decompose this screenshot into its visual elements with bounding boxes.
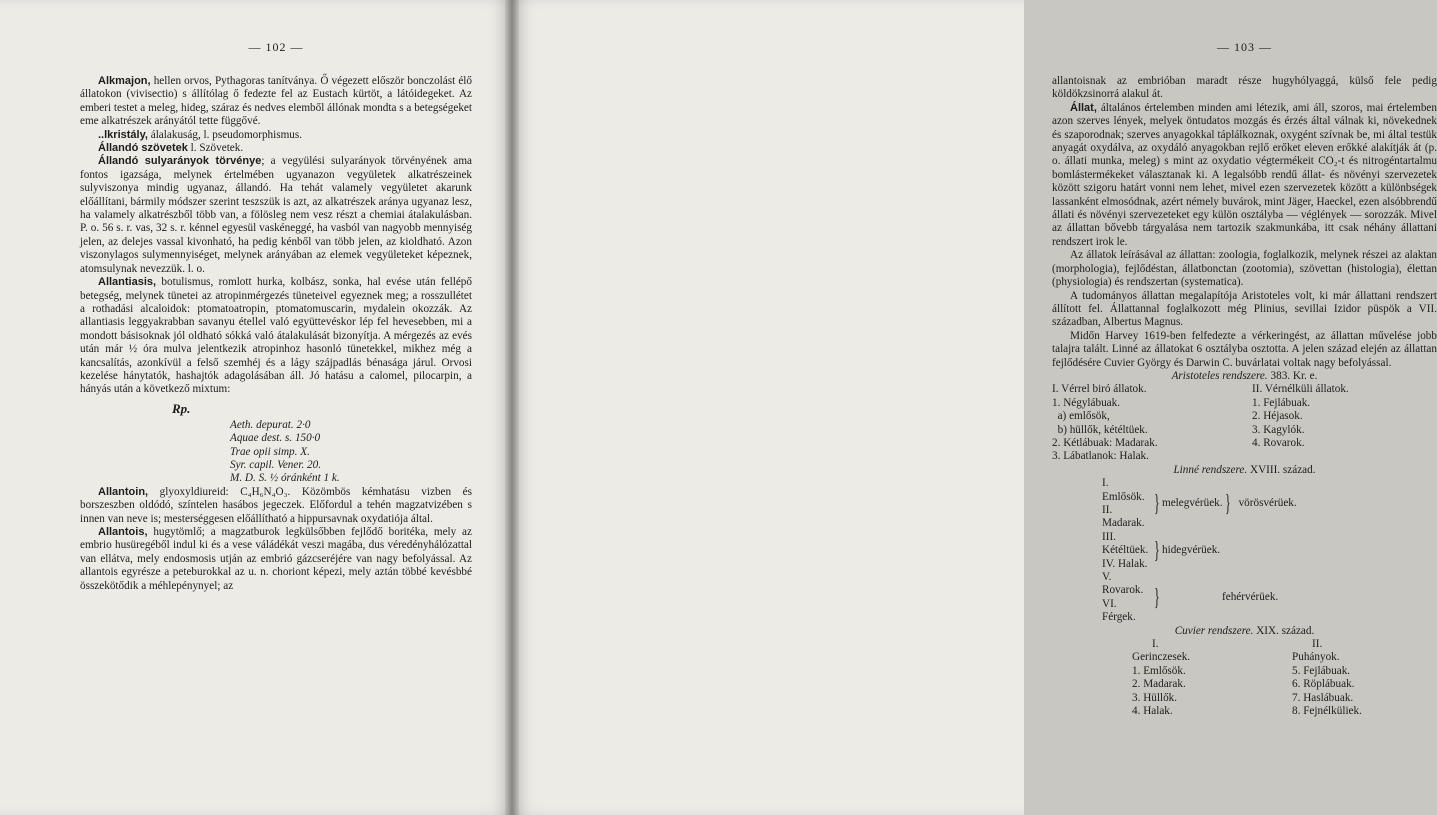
headword: Állandó szövetek bbox=[98, 142, 188, 155]
column-head: I. Vérrel biró állatok. bbox=[1052, 383, 1147, 396]
table-cell: 4. Halak. bbox=[1132, 705, 1173, 718]
dictionary-entry bbox=[80, 486, 472, 526]
table-cell: 3. Lábatlanok: Halak. bbox=[1052, 450, 1149, 463]
table-row bbox=[1052, 450, 1437, 463]
taxon-group bbox=[1102, 571, 1437, 625]
entry-text: glyoxyldiureid: C₄H₆N₄O₃. Közömbös kémhatásu vizben és borszeszben oldódó, színtelen hasábos jegeczek. Előfordul a tehén magzatvizében s innen van neve is; mesterséggesen előállítható a hippursavnak oxydatiója által. bbox=[80, 485, 472, 525]
headword: Allantoin, bbox=[98, 485, 149, 498]
headword: Állandó sulyarányok törvénye bbox=[98, 155, 262, 168]
table-cell: 3. Hüllők. bbox=[1132, 691, 1178, 704]
brace: } bbox=[1154, 537, 1160, 564]
entry-allat bbox=[1052, 102, 1437, 249]
table-cell: 5. Fejlábuak. bbox=[1292, 664, 1351, 677]
entry-text: álalakuság, l. pseudomorphismus. bbox=[147, 128, 303, 141]
table-row bbox=[1132, 692, 1437, 705]
table-cell: a) emlősök, bbox=[1052, 410, 1110, 423]
brace: } bbox=[1154, 584, 1160, 611]
title-suffix: XVIII. század. bbox=[1247, 463, 1316, 476]
table-cell: 1. Emlősök. bbox=[1132, 664, 1186, 677]
title-italic: Linné rendszere. bbox=[1173, 463, 1248, 476]
table-cell: 4. Rovarok. bbox=[1252, 436, 1305, 449]
table-row bbox=[1132, 705, 1437, 718]
book-gutter bbox=[505, 0, 519, 815]
column-head: II. bbox=[1312, 638, 1323, 651]
table-cell: 8. Fejnélküliek. bbox=[1292, 705, 1362, 718]
table-cell: 3. Kagylók. bbox=[1252, 423, 1305, 436]
paragraph: Az állatok leírásával az állattan: zoologia, foglalkozik, melynek részei az alaktan (morphologia), fejlődéstan, állatbonctan (zootomia), szövettan (histologia), élettan (physiologia) és rendszertan (systematica). bbox=[1052, 249, 1437, 289]
dictionary-entry bbox=[80, 526, 472, 593]
table-cell: Gerinczesek. bbox=[1132, 651, 1191, 664]
headword: Allantiasis, bbox=[98, 276, 157, 289]
prescription-line: Aquae dest. s. 150·0 bbox=[230, 432, 321, 445]
taxon-items bbox=[1102, 477, 1152, 531]
headword: Alkmajon, bbox=[98, 75, 151, 87]
title-suffix: XIX. század. bbox=[1253, 624, 1315, 637]
left-page bbox=[0, 0, 512, 815]
title-italic: Cuvier rendszere. bbox=[1174, 624, 1254, 637]
paragraphs bbox=[1052, 249, 1437, 370]
taxon-group bbox=[1102, 531, 1437, 571]
entries bbox=[80, 486, 472, 593]
table-row bbox=[1052, 410, 1437, 423]
table-row bbox=[1132, 651, 1437, 664]
title-italic: Aristoteles rendszere. bbox=[1171, 369, 1268, 382]
prescription bbox=[80, 419, 472, 486]
classification-table bbox=[1102, 477, 1437, 624]
headword: Állat, bbox=[1070, 101, 1097, 114]
entry-text: hellen orvos, Pythagoras tanítványa. Ő végezett először bonczolást élő állatokon (vivisectio) s állítólag ő fedezte fel az Eustach kürtöt, a látóidegeket. Az emberi testet a meleg, hideg, száraz és nedves elemből állónak mondta s a betegségeket eme alkatrészek arányától tette függővé. bbox=[80, 75, 472, 128]
brace: } bbox=[1224, 491, 1231, 517]
taxon: III. Kétéltüek. bbox=[1102, 530, 1149, 557]
table-cell: 1. Fejlábuak. bbox=[1252, 396, 1311, 409]
dictionary-entry bbox=[80, 155, 472, 276]
headword: ..lkristály, bbox=[98, 128, 148, 141]
taxon: VI. Férgek. bbox=[1102, 597, 1136, 624]
entry-text: botulismus, romlott hurka, kolbász, sonka, hal evése után fellépő betegség, melynek tünetei az atropinmérgezés tüneteivel egyeznek meg; a rosszullétet a rothadási alcaloidok: ptomatoatropin, ptomatomuscarin, mydalein okozzák. Az allantiasis leggyakrabban savanyu étellel való együttevéskor lép fel hevesebben, mi a mondott básisoknak jól oldható sókká való átalakulását bizonyítja. A mérgezés az evés után már ½ óra mulva jelentkezik atropinhoz hasonló tünetekkel, mikhez még a kancsalítás, azonkívül a felső szemhéj és a lágy szájpadlás bénasága járul. Orvosi kezelése hánytatók, hashajtók adagolásában áll. Jó hatásu a calomel, pilocarpin, a hányás után a következő mixtum: bbox=[80, 276, 472, 396]
taxon: I. Emlősök. bbox=[1102, 477, 1145, 503]
section-title bbox=[1052, 370, 1437, 383]
paragraph: A tudományos állattan megalapítója Aristoteles volt, ki már állattani rendszert állított fel. Állattannal foglalkozott még Plinius, sevillai Izidor püspök a VII. században, Albertus Magnus. bbox=[1052, 289, 1437, 329]
table-cell: Puhányok. bbox=[1292, 651, 1340, 664]
table-row bbox=[1052, 437, 1437, 450]
left-page-content bbox=[80, 40, 472, 593]
paragraph: Midőn Harvey 1619-ben felfedezte a vérkeringést, az állattan művelése jobb talajra talált. Linné az állatokat 6 osztályba osztotta. A jelen század elején az állattan fejlődésére Cuvier György és Darwin C. buvárlatai voltak nagy befolyással. bbox=[1052, 329, 1437, 369]
taxon: II. Madarak. bbox=[1102, 504, 1145, 530]
entry-text: ; a vegyülési sulyarányok törvényének ama fontos igazsága, melynek értelmében ugyanazon vegyületek alkatrészeinek sulyviszonya mindig ugyanaz, állandó. Ha tehát valamely vegyületet akarunk előállítani, bármily módszer szerint teszszük is azt, az alkatrészek aránya ugyanaz lesz, ha valamely alkatrészből több van, a fölösleg nem vesz részt a chemiai átalakulásban. P. o. 56 s. r. vas, 32 s. r. kénnel egyesül vaskéneggé, ha vasból van nagyobb mennyiség jelen, az delejes vassal kivonható, ha pedig kénből van több jelen, az kioldható. Azon viszonylagos sulymennyiséget, melynek arányában az elemek vegyületeket képeznek, atomsulynak nevezzük. l. o. bbox=[80, 155, 472, 275]
right-page bbox=[512, 0, 1437, 815]
headword: Allantois, bbox=[98, 526, 148, 538]
prescription-line: Syr. capil. Vener. 20. bbox=[230, 458, 322, 471]
dictionary-entry bbox=[80, 75, 472, 129]
right-page-content bbox=[1052, 40, 1437, 719]
section-title bbox=[1052, 464, 1437, 477]
dictionary-entry bbox=[80, 142, 472, 155]
classification-table bbox=[1052, 397, 1437, 464]
prescription-head: Rp. bbox=[172, 400, 191, 416]
table-row bbox=[1052, 397, 1437, 410]
taxon-group bbox=[1102, 477, 1437, 531]
group-label: hidegvérüek. bbox=[1162, 544, 1221, 557]
taxon-items bbox=[1102, 531, 1152, 571]
table-row bbox=[1132, 678, 1437, 691]
table-cell: 2. Kétlábuak: Madarak. bbox=[1052, 436, 1158, 449]
group-label: melegvérüek. bbox=[1162, 497, 1223, 510]
taxon: V. Rovarok. bbox=[1102, 571, 1144, 597]
taxon: IV. Halak. bbox=[1102, 557, 1148, 570]
group-label: fehérvérüek. bbox=[1222, 591, 1279, 604]
column-head: I. bbox=[1152, 638, 1159, 651]
prescription-line: M. D. S. ½ óránként 1 k. bbox=[230, 472, 340, 485]
column-head: II. Vérnélküli állatok. bbox=[1252, 383, 1349, 396]
entry-text: l. Szövetek. bbox=[187, 142, 244, 155]
table-row bbox=[1132, 665, 1437, 678]
taxon-items bbox=[1102, 571, 1152, 625]
table-header bbox=[1052, 383, 1437, 396]
table-cell: b) hüllők, kétéltüek. bbox=[1052, 423, 1148, 436]
page-number: — 102 — bbox=[248, 40, 304, 54]
brace: } bbox=[1154, 491, 1160, 517]
dictionary-entry bbox=[80, 276, 472, 397]
table-cell: 7. Haslábuak. bbox=[1292, 691, 1354, 704]
table-header bbox=[1152, 638, 1437, 651]
title-suffix: 383. Kr. e. bbox=[1267, 369, 1318, 382]
table-cell: 1. Négylábuak. bbox=[1052, 396, 1121, 409]
dictionary-entry bbox=[80, 129, 472, 142]
group-label: vörösvérüek. bbox=[1238, 497, 1297, 510]
table-row bbox=[1052, 424, 1437, 437]
entry-text: általános értelemben minden ami létezik, ami áll, szoros, mai értelemben azon szerves lények, melyek öntudatos mozgás és érzés által válnak ki, növekednek és szaporodnak; szerves anyagokkal táplálkoznak, oxygént szívnak be, mi által testük anyagát oxydálva, az oxydáló anyagokban rejlő erőket eleven erőkké alakítják át (p. o. állati munka, meleg) s mint az oxydatio végtermékeit CO₂-t és nitrogéntartalmu bomlástermékeket választanak ki. A legalsóbb rendű állat- és növényi szervezetek között szigoru határt vonni nem lehet, mivel ezen szervezetek között a különbségek lassanként elmosódnak, azért némely buvárok, mint Jäger, Haeckel, ezen alsóbbrendű állati és növényi szervezeteket egy külön osztályba — véglények — sorozzák. Mivel az állattan bővebb tárgyalása nem tartozik szakmunkába, itt csak néhány állattani rendszert irok le. bbox=[1052, 101, 1437, 248]
table-cell: 6. Röplábuak. bbox=[1292, 678, 1355, 691]
prescription-line: Trae opii simp. X. bbox=[230, 445, 310, 458]
section-title bbox=[1052, 625, 1437, 638]
page-number: — 103 — bbox=[1217, 40, 1272, 54]
classification-table bbox=[1052, 651, 1437, 718]
paragraph: allantoisnak az embrióban maradt része hugyhólyaggá, külső fele pedig köldökzsinorrá alakul át. bbox=[1052, 75, 1437, 101]
entry-text: hugytömlő; a magzatburok legkülsőbben fejlődő boritéka, mely az embrio husüregéből indul ki és a vese váládékát veszi magába, dus véredényhálózattal van ellátva, mely endosmosis utján az embrió gázcseréjére van nagy befolyással. Az allantois egyrésze a peteburokkal az u. n. choriont képezi, mely aztán többé kevésbbé összekötődik a méhlepénynyel; az bbox=[80, 526, 472, 592]
table-cell: 2. Héjasok. bbox=[1252, 410, 1303, 423]
entries bbox=[80, 75, 472, 397]
prescription-line: Aeth. depurat. 2·0 bbox=[230, 418, 311, 431]
table-cell bbox=[1252, 450, 1437, 463]
table-cell: 2. Madarak. bbox=[1132, 678, 1186, 691]
